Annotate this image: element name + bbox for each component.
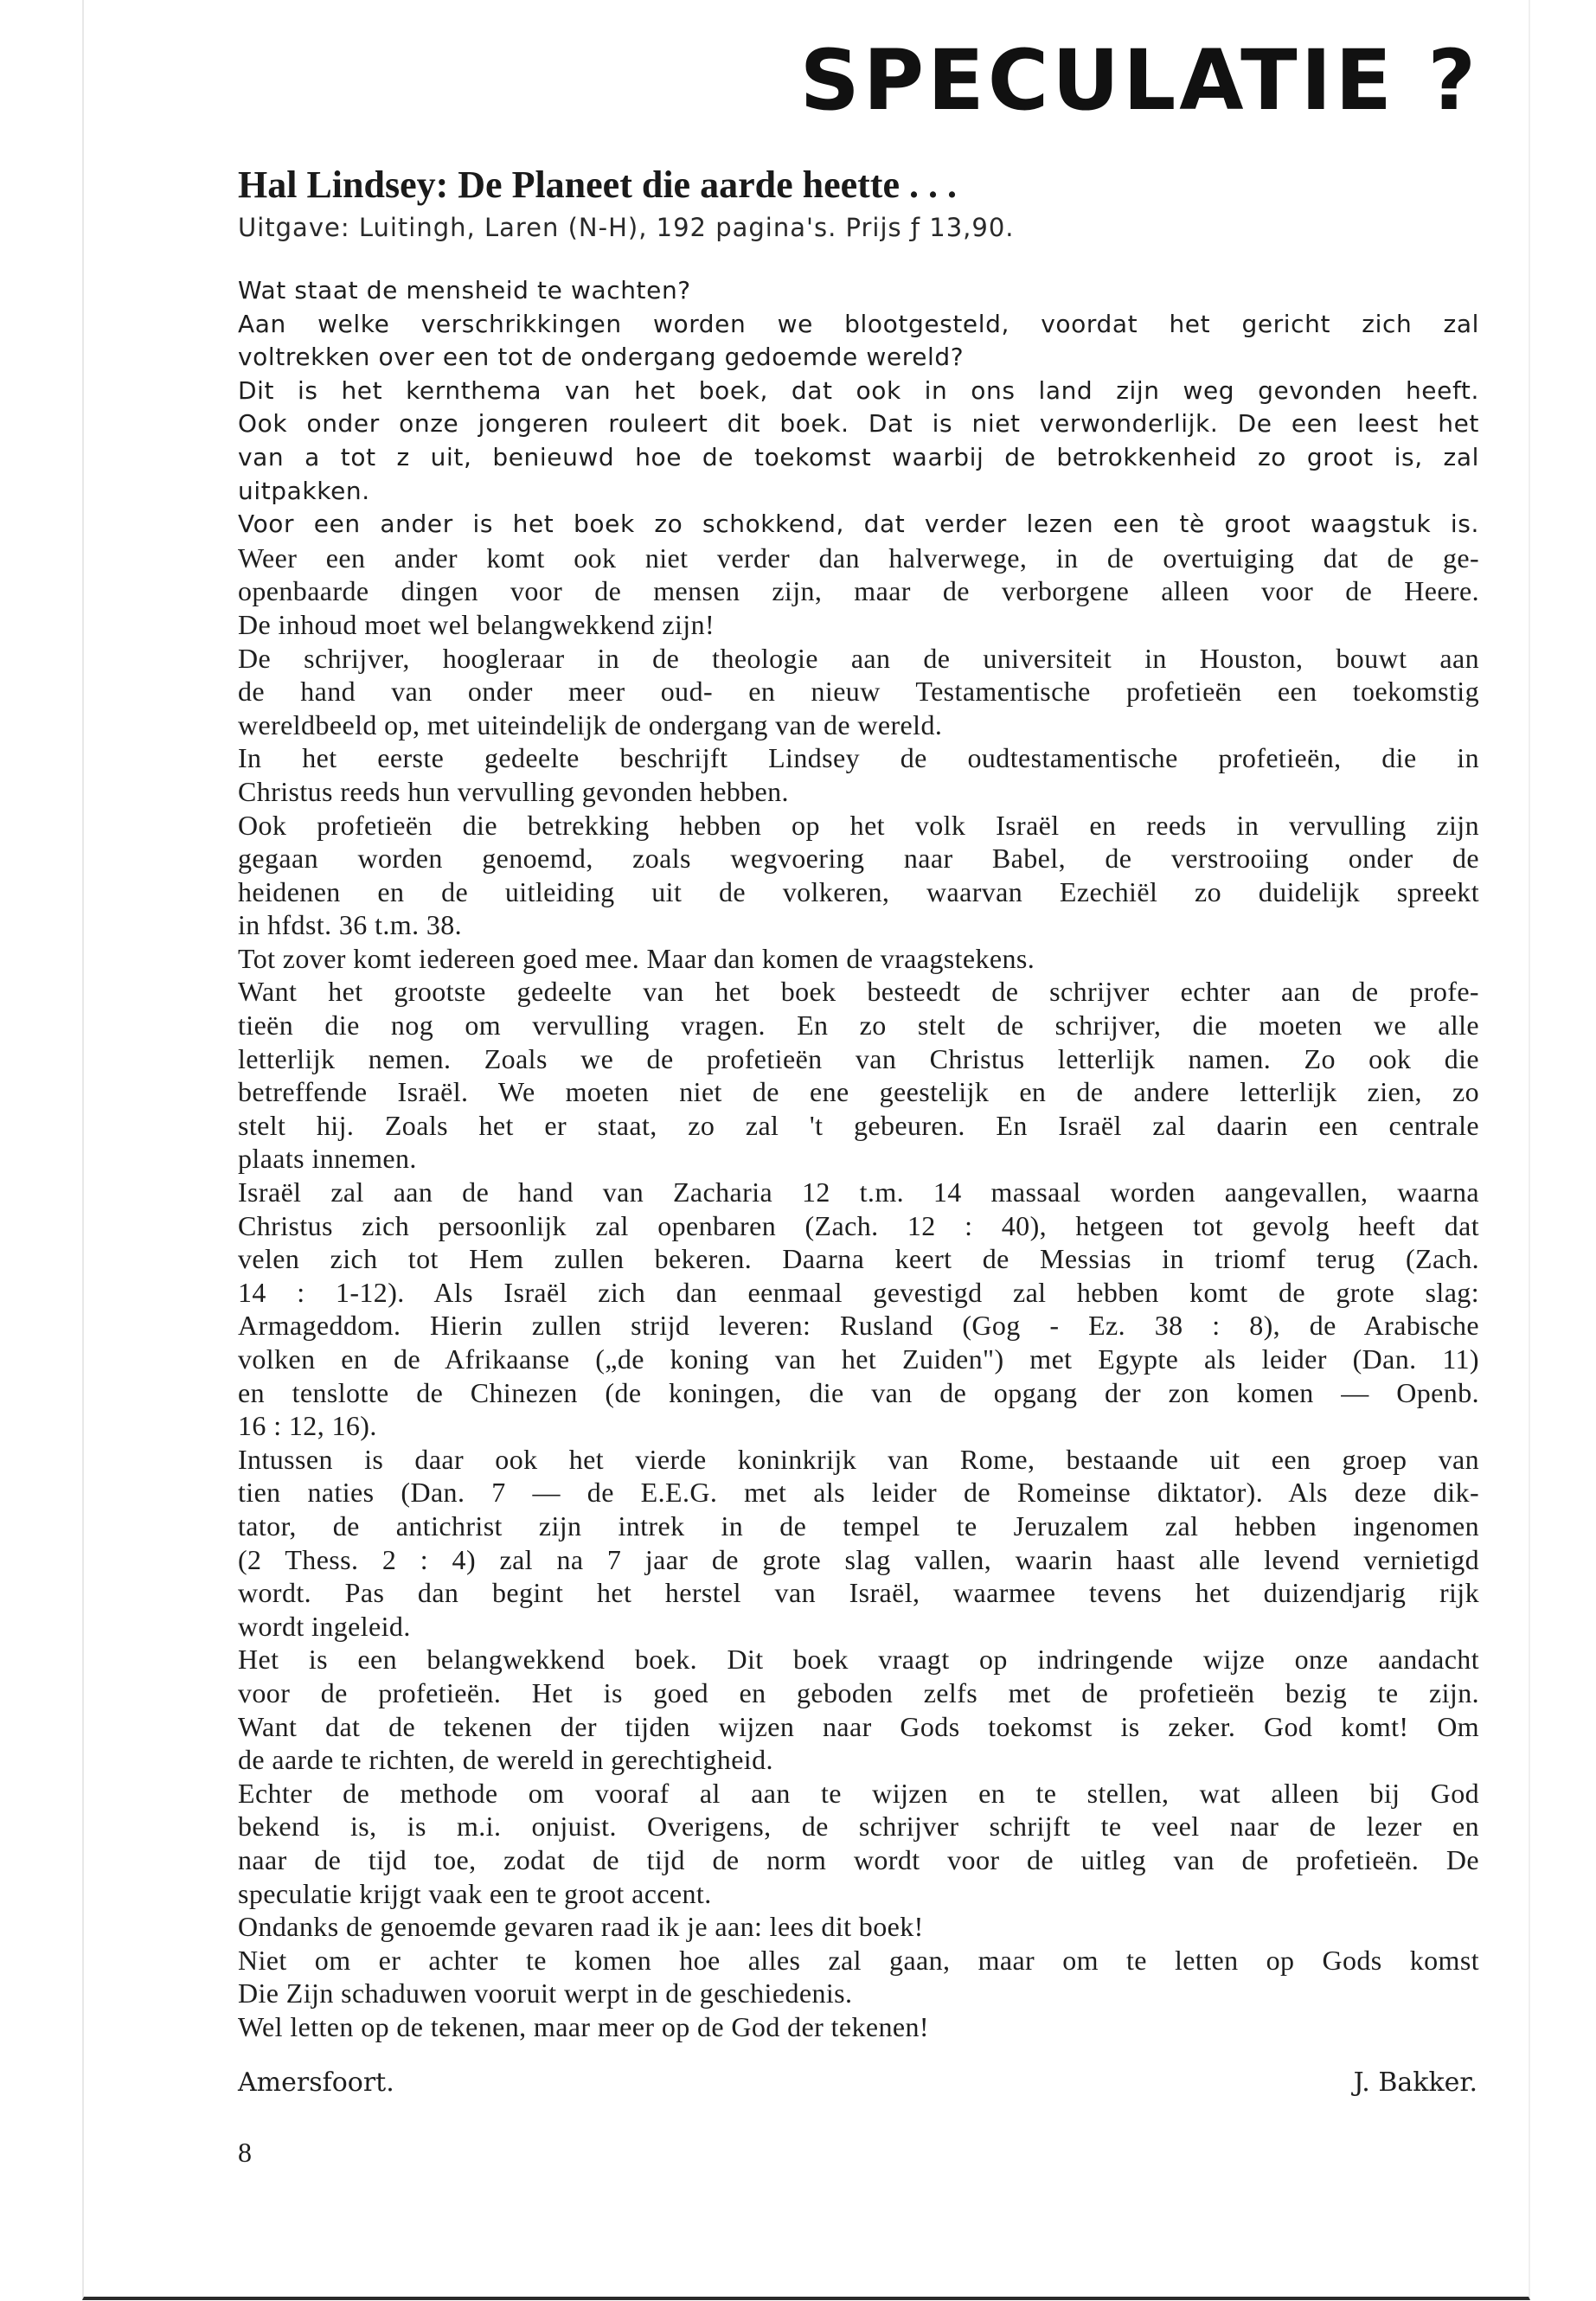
- text-line: Want dat de tekenen der tijden wijzen naar Gods toekomst is zeker. God komt! Om: [238, 1710, 1479, 1742]
- text-line: betreffende Israël. We moeten niet de ene geestelijk en de andere letterlijk zien, zo: [238, 1076, 1479, 1108]
- text-line: Wel letten op de tekenen, maar meer op de God der tekenen!: [238, 2010, 929, 2042]
- text-line: de hand van onder meer oud- en nieuw Testamentische profetieën een toekomstig: [238, 676, 1479, 708]
- publisher-info: Uitgave: Luitingh, Laren (N-H), 192 pagina's. Prijs ƒ 13,90.: [238, 213, 1015, 242]
- text-line: (2 Thess. 2 : 4) zal na 7 jaar de grote slag vallen, waarin haast alle levend vernietigd: [238, 1543, 1479, 1575]
- text-line: wordt ingeleid.: [238, 1610, 411, 1642]
- text-line: Wat staat de mensheid te wachten?: [238, 276, 691, 304]
- text-line: Want het grootste gedeelte van het boek besteedt de schrijver echter aan de profe-: [238, 976, 1479, 1008]
- text-line: Ondanks de genoemde gevaren raad ik je aan: lees dit boek!: [238, 1911, 924, 1943]
- text-line: heidenen en de uitleiding uit de volkeren, waarvan Ezechiël zo duidelijk spreekt: [238, 875, 1479, 907]
- text-line: Intussen is daar ook het vierde koninkrijk van Rome, bestaande uit een groep van: [238, 1443, 1479, 1475]
- text-line: en tenslotte de Chinezen (de koningen, die van de opgang der zon komen — Openb.: [238, 1376, 1479, 1408]
- text-line: bekend is, is m.i. onjuist. Overigens, de schrijver schrijft te veel naar de lezer en: [238, 1811, 1479, 1843]
- signoff-author: J. Bakker.: [1353, 2067, 1477, 2098]
- text-line: Tot zover komt iedereen goed mee. Maar dan komen de vraagstekens.: [238, 942, 1035, 974]
- page-number: 8: [238, 2137, 252, 2168]
- text-line: speculatie krijgt vaak een te groot accent.: [238, 1877, 712, 1909]
- text-line: Ook onder onze jongeren rouleert dit boek. Dat is niet verwonderlijk. De een leest het: [238, 409, 1479, 439]
- text-line: In het eerste gedeelte beschrijft Lindsey de oudtestamentische profetieën, die in: [238, 742, 1479, 774]
- text-line: Aan welke verschrikkingen worden we blootgesteld, voordat het gericht zich zal: [238, 309, 1479, 338]
- text-line: Het is een belangwekkend boek. Dit boek vraagt op indringende wijze onze aandacht: [238, 1644, 1479, 1676]
- text-line: wereldbeeld op, met uiteindelijk de ondergang van de wereld.: [238, 708, 943, 740]
- text-line: tien naties (Dan. 7 — de E.E.G. met als leider de Romeinse diktator). Als deze dik-: [238, 1477, 1479, 1509]
- book-title: Hal Lindsey: De Planeet die aarde heette . . .: [238, 163, 957, 206]
- text-line: Dit is het kernthema van het boek, dat ook in ons land zijn weg gevonden heeft.: [238, 375, 1479, 405]
- text-line: de aarde te richten, de wereld in gerechtigheid.: [238, 1744, 773, 1776]
- text-line: Niet om er achter te komen hoe alles zal gaan, maar om te letten op Gods komst: [238, 1944, 1479, 1976]
- text-line: gegaan worden genoemd, zoals wegvoering naar Babel, de verstrooiing onder de: [238, 843, 1479, 875]
- text-line: tieën die nog om vervulling vragen. En zo stelt de schrijver, die moeten we alle: [238, 1009, 1479, 1042]
- text-line: Israël zal aan de hand van Zacharia 12 t.m. 14 massaal worden aangevallen, waarna: [238, 1176, 1479, 1208]
- text-line: De inhoud moet wel belangwekkend zijn!: [238, 608, 715, 640]
- text-line: tator, de antichrist zijn intrek in de tempel te Jeruzalem zal hebben ingenomen: [238, 1509, 1479, 1541]
- text-line: Echter de methode om vooraf al aan te wijzen en te stellen, wat alleen bij God: [238, 1777, 1479, 1809]
- page-title: SPECULATIE ?: [799, 32, 1479, 129]
- text-line: volken en de Afrikaanse („de koning van het Zuiden") met Egypte als leider (Dan. 11): [238, 1343, 1479, 1375]
- text-line: Christus zich persoonlijk zal openbaren (Zach. 12 : 40), hetgeen tot gevolg heeft dat: [238, 1209, 1479, 1241]
- review-body: [238, 274, 1479, 2043]
- text-line: voltrekken over een tot de ondergang gedoemde wereld?: [238, 343, 965, 372]
- text-line: van a tot z uit, benieuwd hoe de toekomst waarbij de betrokkenheid zo groot is, zal: [238, 442, 1479, 471]
- text-line: Die Zijn schaduwen vooruit werpt in de geschiedenis.: [238, 1977, 853, 2009]
- text-line: naar de tijd toe, zodat de tijd de norm wordt voor de uitleg van de profetieën. De: [238, 1843, 1479, 1875]
- text-line: plaats innemen.: [238, 1143, 417, 1175]
- text-line: Voor een ander is het boek zo schokkend, dat verder lezen een tè groot waagstuk is.: [238, 510, 1479, 539]
- text-line: De schrijver, hoogleraar in de theologie aan de universiteit in Houston, bouwt aan: [238, 642, 1479, 674]
- signoff-place: Amersfoort.: [238, 2067, 394, 2098]
- text-line: Weer een ander komt ook niet verder dan halverwege, in de overtuiging dat de ge-: [238, 542, 1479, 574]
- text-line: wordt. Pas dan begint het herstel van Israël, waarmee tevens het duizendjarig rijk: [238, 1577, 1479, 1609]
- text-line: letterlijk nemen. Zoals we de profetieën van Christus letterlijk namen. Zo ook die: [238, 1042, 1479, 1074]
- text-line: velen zich tot Hem zullen bekeren. Daarna keert de Messias in triomf terug (Zach.: [238, 1243, 1479, 1275]
- text-line: uitpakken.: [238, 476, 370, 505]
- text-line: 16 : 12, 16).: [238, 1410, 377, 1442]
- text-line: Armageddom. Hierin zullen strijd leveren: Rusland (Gog - Ez. 38 : 8), de Arabische: [238, 1310, 1479, 1342]
- text-line: openbaarde dingen voor de mensen zijn, maar de verborgene alleen voor de Heere.: [238, 575, 1479, 607]
- text-line: in hfdst. 36 t.m. 38.: [238, 909, 463, 941]
- text-line: Christus reeds hun vervulling gevonden hebben.: [238, 775, 789, 807]
- text-line: 14 : 1-12). Als Israël zich dan eenmaal gevestigd zal hebben komt de grote slag:: [238, 1276, 1479, 1308]
- text-line: voor de profetieën. Het is goed en geboden zelfs met de profetieën bezig te zijn.: [238, 1676, 1479, 1708]
- text-line: Ook profetieën die betrekking hebben op het volk Israël en reeds in vervulling zijn: [238, 809, 1479, 841]
- text-line: stelt hij. Zoals het er staat, zo zal 't gebeuren. En Israël zal daarin een centrale: [238, 1109, 1479, 1141]
